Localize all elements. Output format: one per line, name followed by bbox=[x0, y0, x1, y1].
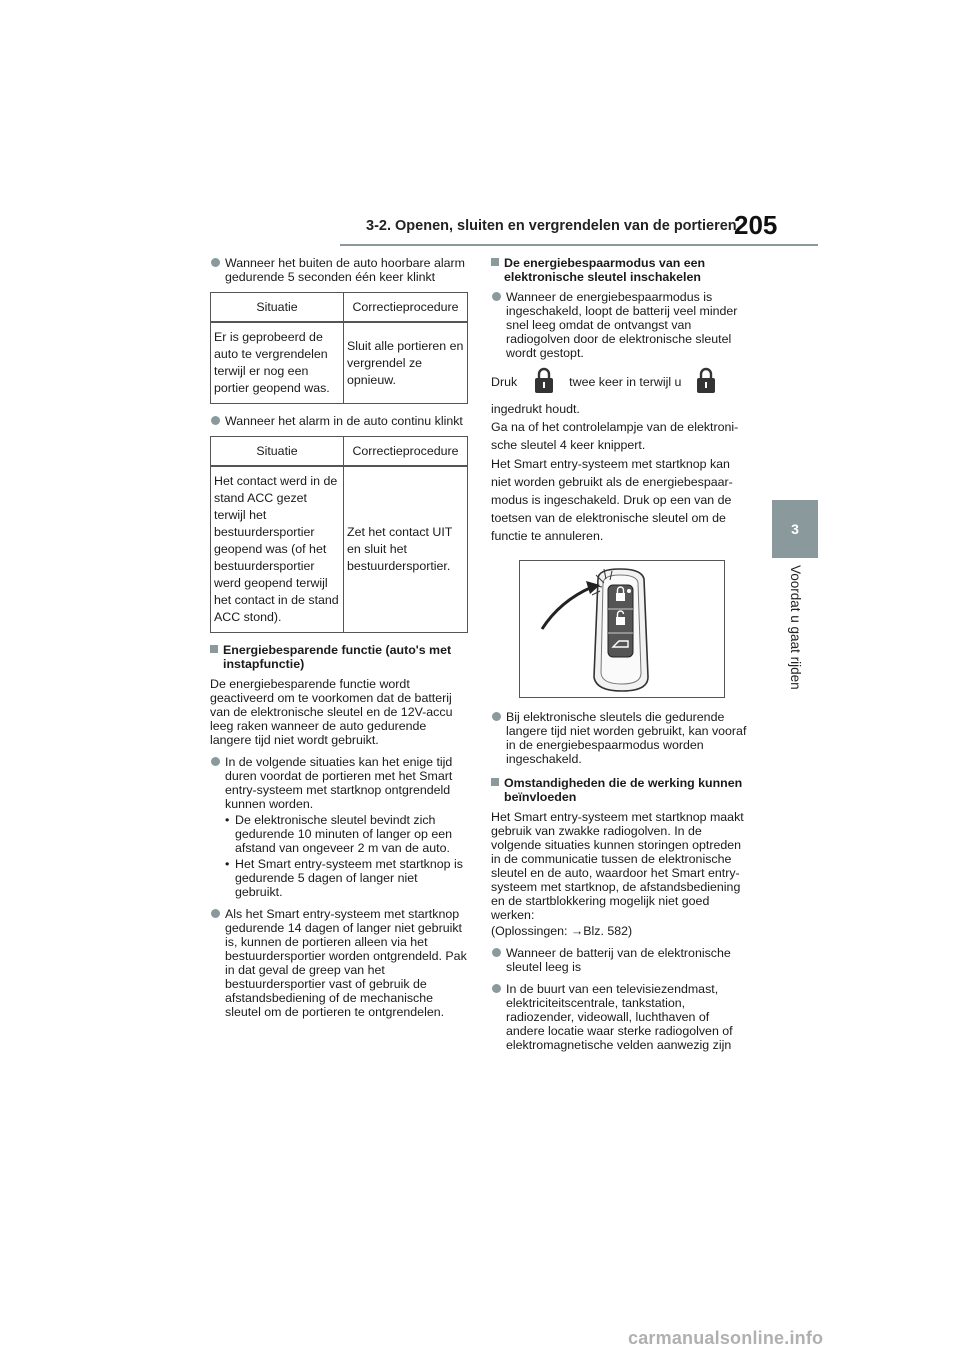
right-column bbox=[491, 256, 749, 1060]
sub-item-unused: • Het Smart entry-systeem met startknop is gedurende 5 dagen of langer niet gebruikt. bbox=[210, 857, 468, 899]
table-cell-situation: Het contact werd in de stand ACC gezet terwijl het bestuurdersportier geopend was (of het bestuurdersportier werd geopend terwijl het contact in de stand ACC stond). bbox=[211, 466, 344, 633]
instruction-text-line: Het Smart entry-systeem met startknop kan bbox=[491, 456, 730, 471]
bullet-battery-empty: Wanneer de batterij van de elektronische sleutel leeg is bbox=[491, 946, 749, 974]
instruction-text-line: toetsen van de elektronische sleutel om de bbox=[491, 511, 726, 526]
bullet-14-days: Als het Smart entry-systeem met startknop gedurende 14 dagen of langer niet gebruikt is, kunnen de portieren alleen via het bestuurdersportier worden ontgrendeld. Pak in dat geval de greep van het bestuurdersportier vast of gebruik de afstandsbediening of de mechanische sleutel om de portieren te ontgrendelen. bbox=[210, 907, 468, 1019]
page-number: 205 bbox=[734, 210, 778, 240]
instruction-text-line: ingedrukt houdt. bbox=[491, 402, 580, 416]
paragraph-solutions-ref[interactable]: (Oplossingen: →Blz. 582) bbox=[491, 923, 633, 938]
heading-conditions: Omstandigheden die de werking kunnen beïnvloeden bbox=[491, 776, 749, 804]
bullet-unused-keys: Bij elektronische sleutels die gedurende langere tijd niet worden gebruikt, kan vooraf in de energiebespaarmodus worden ingeschakeld. bbox=[491, 710, 749, 766]
instruction-text-line: modus is ingeschakeld. Druk op een van de bbox=[491, 493, 732, 508]
table-header-procedure: Correctieprocedure bbox=[344, 293, 468, 323]
section-title: 3-2. Openen, sluiten en vergrendelen van de portieren bbox=[366, 218, 737, 234]
paragraph-conditions: Het Smart entry-systeem met startknop maakt gebruik van zwakke radiogolven. In de volgende situaties kunnen storingen optreden in de communicatie tussen de elektronische sleutel en de auto, waardoor het Smart entry-systeem met startknop, de afstandsbediening en de startblokkering mogelijk niet goed werken: bbox=[491, 809, 744, 922]
bullet-delay: In de volgende situaties kan het enige tijd duren voordat de portieren met het Smart entry-systeem met startknop ontgrendeld kunnen worden. bbox=[210, 755, 468, 811]
sub-item-distance: • De elektronische sleutel bevindt zich gedurende 10 minuten of langer op een afstand van ongeveer 2 m van de auto. bbox=[210, 813, 468, 855]
table-cell-procedure: Zet het contact UIT en sluit het bestuurdersportier. bbox=[344, 466, 468, 633]
key-fob-illustration bbox=[519, 560, 725, 698]
instruction-text-line: Ga na of het controlelampje van de elektroni- bbox=[491, 420, 739, 435]
table-alarm-outside bbox=[210, 292, 468, 404]
header-divider bbox=[340, 244, 818, 246]
bullet-alarm-outside: Wanneer het buiten de auto hoorbare alarm gedurende 5 seconden één keer klinkt bbox=[210, 256, 468, 284]
instruction-text-line: functie te annuleren. bbox=[491, 529, 604, 544]
left-column bbox=[210, 256, 468, 1027]
table-alarm-inside bbox=[210, 436, 468, 633]
heading-battery-saving-mode: De energiebespaarmodus van een elektronische sleutel inschakelen bbox=[491, 256, 749, 284]
instruction-twice: twee keer in terwijl u bbox=[569, 375, 682, 389]
bullet-alarm-inside: Wanneer het alarm in de auto continu klinkt bbox=[210, 414, 468, 428]
table-cell-procedure: Sluit alle portieren en vergrendel ze opnieuw. bbox=[344, 322, 468, 404]
instruction-text-line: niet worden gebruikt als de energiebespaar- bbox=[491, 474, 733, 489]
instruction-druk: Druk bbox=[491, 375, 518, 389]
instruction-text-line: sche sleutel 4 keer knippert. bbox=[491, 438, 646, 453]
table-header-situation: Situatie bbox=[211, 293, 344, 323]
table-header-procedure: Correctieprocedure bbox=[344, 437, 468, 467]
key-fob-icon bbox=[520, 561, 724, 697]
chapter-tab[interactable]: 3 bbox=[772, 500, 818, 558]
bullet-strong-radio: In de buurt van een televisiezendmast, elektriciteitscentrale, tankstation, radiozender, videowall, luchthaven of andere locatie waar sterke radiogolven of elektromagnetische velden aanwezig zijn bbox=[491, 982, 749, 1052]
chapter-label: Voordat u gaat rijden bbox=[788, 565, 803, 690]
table-header-situation: Situatie bbox=[211, 437, 344, 467]
table-cell-situation: Er is geprobeerd de auto te vergrendelen terwijl er nog een portier geopend was. bbox=[211, 322, 344, 404]
lock-button-icon bbox=[533, 366, 555, 396]
watermark: carmanualsonline.info bbox=[628, 1328, 824, 1348]
bullet-battery-saving-mode: Wanneer de energiebespaarmodus is ingeschakeld, loopt de batterij veel minder snel leeg omdat de ontvangst van radiogolven door de elektronische sleutel wordt gestopt. bbox=[491, 290, 749, 360]
paragraph-energy-saving: De energiebesparende functie wordt geactiveerd om te voorkomen dat de batterij van de elektronische sleutel en de 12V-accu leeg raken wanneer de auto gedurende langere tijd niet wordt gebruikt. bbox=[210, 677, 453, 747]
instruction-line bbox=[491, 374, 749, 396]
lock-button-icon bbox=[695, 366, 717, 396]
heading-energy-saving: Energiebesparende functie (auto's met instapfunctie) bbox=[210, 643, 468, 671]
